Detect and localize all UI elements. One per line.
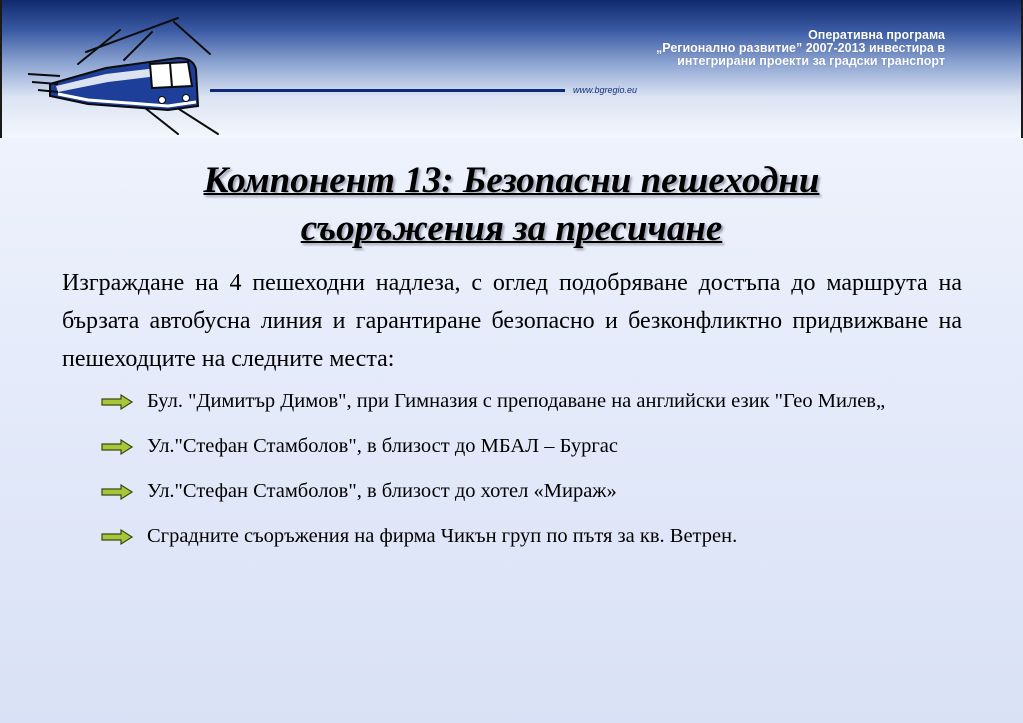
list-item	[101, 428, 963, 465]
program-line: интегрирани проекти за градски транспорт	[677, 54, 945, 68]
arrow-right-icon	[101, 428, 133, 465]
list-item-text: Бул. "Димитър Димов", при Гимназия с преподаване на английски език "Гео Милев„	[147, 390, 886, 412]
slide-title	[0, 157, 1023, 253]
header-rule	[210, 89, 565, 92]
program-text	[445, 29, 945, 68]
website-link[interactable]: www.bgregio.eu	[573, 85, 638, 95]
arrow-right-icon	[101, 383, 133, 420]
left-border	[0, 0, 2, 138]
tram-icon	[28, 14, 228, 138]
list-item-text: Ул."Стефан Стамболов", в близост до хотел «Мираж»	[147, 480, 617, 502]
title-line: съоръжения за пресичане	[300, 208, 723, 249]
list-item	[101, 383, 963, 420]
header-banner	[0, 0, 1023, 138]
arrow-right-icon	[101, 473, 133, 510]
title-line: Компонент 13: Безопасни пешеходни	[203, 160, 820, 201]
intro-paragraph: Изграждане на 4 пешеходни надлеза, с оглед подобряване достъпа до маршрута на бързата автобусна линия и гарантиране безопасно и безконфликтно придвижване на пешеходците на следните места:	[62, 270, 962, 372]
list-item	[101, 473, 963, 510]
list-item	[101, 518, 963, 555]
list-item-text: Ул."Стефан Стамболов", в близост до МБАЛ – Бургас	[147, 435, 618, 457]
program-line: Оперативна програма	[808, 28, 945, 42]
list-item-text: Сградните съоръжения на фирма Чикън груп по пътя за кв. Ветрен.	[147, 525, 738, 547]
program-line: „Регионално развитие” 2007-2013 инвестира в	[656, 41, 945, 55]
arrow-right-icon	[101, 518, 133, 555]
location-list	[101, 383, 963, 555]
